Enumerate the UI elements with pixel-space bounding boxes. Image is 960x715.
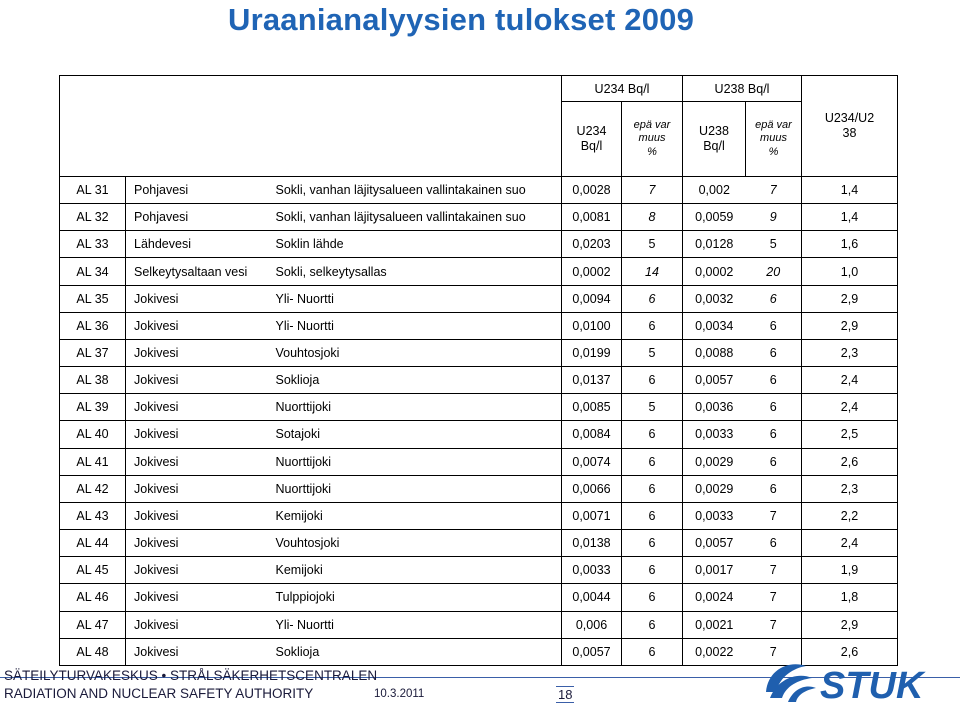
row-u238-value: 0,0021 [683,611,746,638]
row-u234-uncertainty: 5 [622,339,683,366]
results-table [59,75,898,666]
row-u238-value: 0,0029 [683,475,746,502]
row-u238-uncertainty: 6 [746,448,802,475]
row-id: AL 48 [60,638,126,665]
row-ratio: 2,6 [802,638,898,665]
row-water-type: Selkeytysaltaan vesi [126,258,268,285]
row-u238-uncertainty: 7 [746,584,802,611]
row-location: Kemijoki [268,502,562,529]
u234-err-header-line3: % [647,145,657,158]
row-location: Sokli, vanhan läjitysalueen vallintakainen suo [268,177,562,204]
row-u234-value: 0,0199 [562,339,622,366]
row-u234-uncertainty: 6 [622,584,683,611]
row-u238-uncertainty: 6 [746,475,802,502]
row-u238-value: 0,0029 [683,448,746,475]
row-u238-uncertainty: 7 [746,611,802,638]
row-u234-uncertainty: 6 [622,421,683,448]
row-u234-value: 0,0085 [562,394,622,421]
row-u238-uncertainty: 7 [746,557,802,584]
u234-err-header [622,102,683,177]
row-water-type: Jokivesi [126,394,268,421]
row-u234-uncertainty: 6 [622,475,683,502]
table-row [60,258,898,285]
row-u238-value: 0,0017 [683,557,746,584]
table-row [60,177,898,204]
row-u238-uncertainty: 7 [746,638,802,665]
row-u238-value: 0,0036 [683,394,746,421]
ratio-header-line1: U234/U2 [824,111,875,125]
row-id: AL 46 [60,584,126,611]
row-u234-uncertainty: 5 [622,231,683,258]
row-u234-uncertainty: 8 [622,204,683,231]
header-blank [60,76,562,177]
row-water-type: Lähdevesi [126,231,268,258]
row-location: Vouhtosjoki [268,530,562,557]
row-u238-uncertainty: 9 [746,204,802,231]
row-u238-uncertainty: 6 [746,367,802,394]
row-water-type: Jokivesi [126,557,268,584]
row-id: AL 34 [60,258,126,285]
stuk-logo [758,652,958,712]
row-u234-value: 0,0084 [562,421,622,448]
row-u238-uncertainty: 20 [746,258,802,285]
row-location: Yli- Nuortti [268,312,562,339]
row-water-type: Jokivesi [126,475,268,502]
row-location: Tulppiojoki [268,584,562,611]
row-ratio: 2,9 [802,285,898,312]
row-water-type: Jokivesi [126,584,268,611]
u238-col-header-line1: U238 [699,124,729,138]
table-row [60,339,898,366]
row-u238-value: 0,0128 [683,231,746,258]
row-u238-uncertainty: 7 [746,502,802,529]
row-u234-value: 0,0071 [562,502,622,529]
row-water-type: Pohjavesi [126,204,268,231]
row-ratio: 2,2 [802,502,898,529]
u234-group-header: U234 Bq/l [562,76,683,102]
row-ratio: 2,4 [802,394,898,421]
row-location: Kemijoki [268,557,562,584]
row-water-type: Jokivesi [126,611,268,638]
u234-col-header-line2: Bq/l [580,139,603,153]
row-u238-value: 0,002 [683,177,746,204]
row-u238-value: 0,0033 [683,502,746,529]
table-row [60,421,898,448]
u238-err-header-line2: muus [760,132,787,145]
row-location: Sokli, selkeytysallas [268,258,562,285]
u238-group-header: U238 Bq/l [683,76,802,102]
row-water-type: Jokivesi [126,448,268,475]
row-u238-value: 0,0057 [683,367,746,394]
row-ratio: 2,9 [802,611,898,638]
row-id: AL 36 [60,312,126,339]
row-id: AL 37 [60,339,126,366]
u238-col-header [683,102,746,177]
row-u234-uncertainty: 6 [622,312,683,339]
row-u234-uncertainty: 6 [622,611,683,638]
row-id: AL 45 [60,557,126,584]
row-water-type: Pohjavesi [126,177,268,204]
row-u234-value: 0,0033 [562,557,622,584]
row-water-type: Jokivesi [126,285,268,312]
row-location: Yli- Nuortti [268,611,562,638]
row-water-type: Jokivesi [126,421,268,448]
row-location: Soklin lähde [268,231,562,258]
row-location: Nuorttijoki [268,475,562,502]
row-u234-value: 0,0094 [562,285,622,312]
row-u234-value: 0,0066 [562,475,622,502]
row-location: Nuorttijoki [268,448,562,475]
row-ratio: 1,8 [802,584,898,611]
row-u234-uncertainty: 6 [622,530,683,557]
row-location: Yli- Nuortti [268,285,562,312]
row-u238-uncertainty: 6 [746,421,802,448]
row-location: Nuorttijoki [268,394,562,421]
u238-err-header-line3: % [768,145,779,158]
row-u234-value: 0,0002 [562,258,622,285]
row-u238-uncertainty: 6 [746,285,802,312]
row-ratio: 2,3 [802,339,898,366]
row-ratio: 1,6 [802,231,898,258]
row-u234-value: 0,0137 [562,367,622,394]
row-id: AL 33 [60,231,126,258]
row-id: AL 47 [60,611,126,638]
row-u234-uncertainty: 6 [622,638,683,665]
row-id: AL 44 [60,530,126,557]
table-row [60,231,898,258]
row-ratio: 2,6 [802,448,898,475]
u234-err-header-line2: muus [638,132,666,145]
footer-org-line2: RADIATION AND NUCLEAR SAFETY AUTHORITY [4,686,314,701]
row-ratio: 2,4 [802,367,898,394]
row-u234-uncertainty: 6 [622,502,683,529]
row-u234-uncertainty: 5 [622,394,683,421]
row-u238-value: 0,0057 [683,530,746,557]
row-u234-value: 0,0138 [562,530,622,557]
row-ratio: 2,3 [802,475,898,502]
table-row [60,530,898,557]
row-water-type: Jokivesi [126,312,268,339]
row-id: AL 40 [60,421,126,448]
row-ratio: 1,9 [802,557,898,584]
row-id: AL 42 [60,475,126,502]
table-row [60,502,898,529]
u238-col-header-line2: Bq/l [703,139,725,153]
row-ratio: 2,5 [802,421,898,448]
row-water-type: Jokivesi [126,502,268,529]
ratio-header-line2: 38 [842,126,857,140]
row-u234-value: 0,0100 [562,312,622,339]
u234-col-header-line1: U234 [576,124,607,138]
row-u238-uncertainty: 7 [746,177,802,204]
row-u234-value: 0,0203 [562,231,622,258]
row-u238-uncertainty: 6 [746,394,802,421]
table-row [60,448,898,475]
row-u238-value: 0,0002 [683,258,746,285]
row-u238-value: 0,0033 [683,421,746,448]
row-water-type: Jokivesi [126,339,268,366]
row-u238-uncertainty: 6 [746,339,802,366]
row-ratio: 1,0 [802,258,898,285]
row-id: AL 39 [60,394,126,421]
logo-text: STUK [820,665,924,707]
row-u238-value: 0,0024 [683,584,746,611]
table-row [60,394,898,421]
row-location: Soklioja [268,367,562,394]
row-water-type: Jokivesi [126,530,268,557]
row-u238-uncertainty: 6 [746,530,802,557]
row-id: AL 31 [60,177,126,204]
row-water-type: Jokivesi [126,367,268,394]
row-id: AL 43 [60,502,126,529]
row-u234-uncertainty: 6 [622,448,683,475]
row-u238-value: 0,0032 [683,285,746,312]
row-u238-value: 0,0088 [683,339,746,366]
row-id: AL 38 [60,367,126,394]
page-number: 18 [558,687,573,702]
row-u234-uncertainty: 6 [622,285,683,312]
stuk-emblem-icon [766,664,816,702]
row-u238-uncertainty: 6 [746,312,802,339]
table-row [60,312,898,339]
table-row [60,611,898,638]
row-u238-value: 0,0059 [683,204,746,231]
row-id: AL 41 [60,448,126,475]
row-ratio: 2,4 [802,530,898,557]
table-row [60,557,898,584]
table-row [60,285,898,312]
row-u238-uncertainty: 5 [746,231,802,258]
row-location: Vouhtosjoki [268,339,562,366]
row-u234-uncertainty: 14 [622,258,683,285]
row-id: AL 32 [60,204,126,231]
row-u234-value: 0,006 [562,611,622,638]
row-water-type: Jokivesi [126,638,268,665]
row-location: Sotajoki [268,421,562,448]
u234-err-header-line1: epä var [633,119,671,132]
row-u234-uncertainty: 7 [622,177,683,204]
table-row [60,475,898,502]
row-ratio: 1,4 [802,204,898,231]
row-u238-value: 0,0022 [683,638,746,665]
row-location: Sokli, vanhan läjitysalueen vallintakainen suo [268,204,562,231]
row-ratio: 2,9 [802,312,898,339]
row-ratio: 1,4 [802,177,898,204]
u234-col-header [562,102,622,177]
page-title: Uraanianalyysien tulokset 2009 [228,2,695,37]
row-u234-value: 0,0074 [562,448,622,475]
row-u234-value: 0,0028 [562,177,622,204]
footer-date: 10.3.2011 [374,688,425,700]
table-row [60,584,898,611]
row-u234-value: 0,0081 [562,204,622,231]
row-u234-value: 0,0057 [562,638,622,665]
footer-org-line1: SÄTEILYTURVAKESKUS • STRÅLSÄKERHETSCENTRALEN [4,668,378,683]
row-u238-value: 0,0034 [683,312,746,339]
u238-err-header-line1: epä var [755,119,792,132]
row-id: AL 35 [60,285,126,312]
row-u234-value: 0,0044 [562,584,622,611]
row-u234-uncertainty: 6 [622,557,683,584]
row-location: Soklioja [268,638,562,665]
table-row [60,367,898,394]
table-row [60,204,898,231]
ratio-header [802,76,898,177]
row-u234-uncertainty: 6 [622,367,683,394]
u238-err-header [746,102,802,177]
